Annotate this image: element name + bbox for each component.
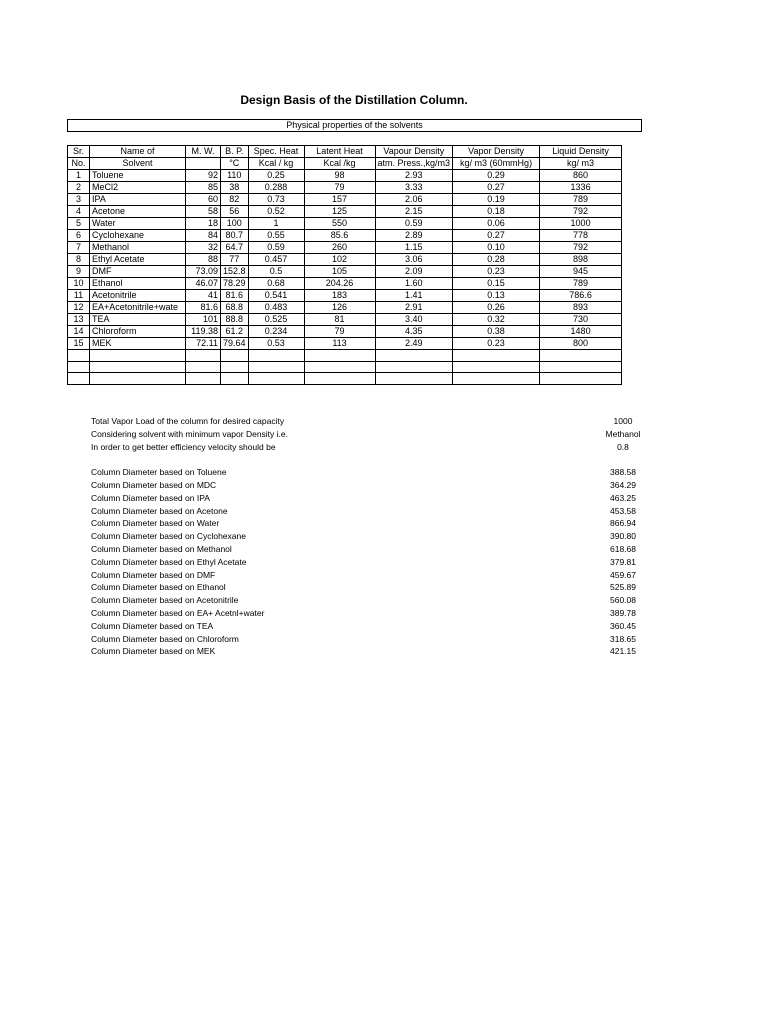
table-cell: 0.59 bbox=[248, 242, 304, 254]
table-cell: 0.52 bbox=[248, 206, 304, 218]
summary-line-label: In order to get better efficiency velocity should be bbox=[91, 441, 276, 452]
table-cell: Acetone bbox=[90, 206, 186, 218]
table-cell: Kcal /kg bbox=[304, 158, 375, 170]
table-cell: 0.25 bbox=[248, 170, 304, 182]
table-cell: 786.6 bbox=[540, 290, 622, 302]
table-cell: 0.06 bbox=[453, 218, 540, 230]
table-cell: 1480 bbox=[540, 326, 622, 338]
table-cell: 14 bbox=[68, 326, 90, 338]
table-cell: 1.15 bbox=[375, 242, 453, 254]
table-cell: 0.55 bbox=[248, 230, 304, 242]
table-cell: DMF bbox=[90, 266, 186, 278]
diameter-line bbox=[91, 633, 651, 646]
table-cell: 78.29 bbox=[221, 278, 249, 290]
table-cell: 0.53 bbox=[248, 338, 304, 350]
table-cell bbox=[304, 373, 375, 385]
table-cell: 126 bbox=[304, 302, 375, 314]
diameter-line-label: Column Diameter based on TEA bbox=[91, 620, 214, 631]
diameter-line bbox=[91, 581, 651, 594]
diameter-line bbox=[91, 543, 651, 556]
table-cell: 60 bbox=[186, 194, 221, 206]
table-cell: 3.33 bbox=[375, 182, 453, 194]
table-row bbox=[68, 266, 622, 278]
table-cell: 18 bbox=[186, 218, 221, 230]
table-cell: Solvent bbox=[90, 158, 186, 170]
diameter-line-label: Column Diameter based on DMF bbox=[91, 569, 216, 580]
diameter-line-value: 388.58 bbox=[610, 467, 636, 478]
table-row bbox=[68, 218, 622, 230]
diameter-line-label: Column Diameter based on Chloroform bbox=[91, 633, 239, 644]
diameter-line bbox=[91, 505, 651, 518]
table-cell: Ethanol bbox=[90, 278, 186, 290]
table-cell: 0.23 bbox=[453, 266, 540, 278]
table-cell: Vapour Density bbox=[375, 146, 453, 158]
table-cell bbox=[90, 373, 186, 385]
table-cell: 0.483 bbox=[248, 302, 304, 314]
table-cell: 0.5 bbox=[248, 266, 304, 278]
table-cell: 0.234 bbox=[248, 326, 304, 338]
table-cell: 7 bbox=[68, 242, 90, 254]
table-cell: 10 bbox=[68, 278, 90, 290]
diameter-line-value: 459.67 bbox=[610, 569, 636, 580]
table-cell: Vapor Density bbox=[453, 146, 540, 158]
table-cell: 0.26 bbox=[453, 302, 540, 314]
diameter-line bbox=[91, 569, 651, 582]
diameter-line-value: 379.81 bbox=[610, 556, 636, 567]
table-row bbox=[68, 278, 622, 290]
table-row bbox=[68, 182, 622, 194]
table-cell: 0.27 bbox=[453, 182, 540, 194]
table-cell: kg/ m3 bbox=[540, 158, 622, 170]
table-cell: 0.32 bbox=[453, 314, 540, 326]
table-cell: 0.27 bbox=[453, 230, 540, 242]
table-cell: 72.11 bbox=[186, 338, 221, 350]
diameter-line bbox=[91, 517, 651, 530]
diameter-line-label: Column Diameter based on EA+ Acetnl+water bbox=[91, 607, 265, 618]
table-cell bbox=[304, 361, 375, 373]
table-cell: Cyclohexane bbox=[90, 230, 186, 242]
table-row bbox=[68, 170, 622, 182]
table-cell bbox=[221, 373, 249, 385]
summary-line bbox=[91, 428, 651, 441]
spacer bbox=[91, 453, 651, 466]
table-cell: 46.07 bbox=[186, 278, 221, 290]
summary-line-value: 1000 bbox=[613, 416, 633, 426]
table-cell: 82 bbox=[221, 194, 249, 206]
table-cell: 12 bbox=[68, 302, 90, 314]
table-cell: 550 bbox=[304, 218, 375, 230]
table-cell: Name of bbox=[90, 146, 186, 158]
table-cell: 15 bbox=[68, 338, 90, 350]
table-cell: 11 bbox=[68, 290, 90, 302]
table-cell bbox=[186, 350, 221, 362]
table-cell: 0.38 bbox=[453, 326, 540, 338]
table-cell: No. bbox=[68, 158, 90, 170]
table-subtitle: Physical properties of the solvents bbox=[67, 119, 642, 132]
table-cell: TEA bbox=[90, 314, 186, 326]
diameter-line bbox=[91, 607, 651, 620]
table-cell bbox=[540, 350, 622, 362]
table-cell: 64.7 bbox=[221, 242, 249, 254]
table-cell bbox=[375, 361, 453, 373]
table-cell: Toluene bbox=[90, 170, 186, 182]
table-cell bbox=[453, 361, 540, 373]
table-cell bbox=[68, 361, 90, 373]
table-cell: 81.6 bbox=[221, 290, 249, 302]
table-cell: Methanol bbox=[90, 242, 186, 254]
table-cell bbox=[375, 350, 453, 362]
table-cell: 113 bbox=[304, 338, 375, 350]
diameter-line-label: Column Diameter based on Toluene bbox=[91, 467, 227, 478]
table-cell: 792 bbox=[540, 206, 622, 218]
diameter-line-value: 360.45 bbox=[610, 620, 636, 631]
table-cell: 157 bbox=[304, 194, 375, 206]
table-cell: 0.10 bbox=[453, 242, 540, 254]
table-cell: 260 bbox=[304, 242, 375, 254]
diameter-line-value: 463.25 bbox=[610, 492, 636, 503]
table-cell: 0.457 bbox=[248, 254, 304, 266]
header-row bbox=[68, 158, 622, 170]
table-cell: 56 bbox=[221, 206, 249, 218]
table-row bbox=[68, 254, 622, 266]
table-cell bbox=[248, 350, 304, 362]
table-cell: 79 bbox=[304, 182, 375, 194]
table-row bbox=[68, 361, 622, 373]
table-cell: 100 bbox=[221, 218, 249, 230]
table-cell: 58 bbox=[186, 206, 221, 218]
table-cell: 2.06 bbox=[375, 194, 453, 206]
table-cell bbox=[186, 158, 221, 170]
diameter-line-label: Column Diameter based on Acetonitrile bbox=[91, 595, 239, 606]
table-cell: 792 bbox=[540, 242, 622, 254]
table-cell bbox=[304, 350, 375, 362]
table-cell bbox=[221, 361, 249, 373]
table-row bbox=[68, 373, 622, 385]
diameter-line bbox=[91, 492, 651, 505]
table-cell: 789 bbox=[540, 278, 622, 290]
table-cell bbox=[248, 373, 304, 385]
table-cell: 2.91 bbox=[375, 302, 453, 314]
table-cell: 5 bbox=[68, 218, 90, 230]
table-cell: 1.60 bbox=[375, 278, 453, 290]
table-cell bbox=[68, 373, 90, 385]
diameter-line-label: Column Diameter based on Cyclohexane bbox=[91, 531, 246, 542]
diameter-line-label: Column Diameter based on Acetone bbox=[91, 505, 228, 516]
diameter-line-label: Column Diameter based on Water bbox=[91, 518, 220, 529]
table-cell: 860 bbox=[540, 170, 622, 182]
table-cell: 84 bbox=[186, 230, 221, 242]
table-cell: 101 bbox=[186, 314, 221, 326]
table-cell bbox=[221, 350, 249, 362]
table-cell: 81 bbox=[304, 314, 375, 326]
table-cell: 1.41 bbox=[375, 290, 453, 302]
table-cell: 92 bbox=[186, 170, 221, 182]
table-cell: 3.06 bbox=[375, 254, 453, 266]
table-cell: 893 bbox=[540, 302, 622, 314]
table-cell: 81.6 bbox=[186, 302, 221, 314]
diameter-line-label: Column Diameter based on Methanol bbox=[91, 543, 232, 554]
table-cell bbox=[453, 350, 540, 362]
table-cell: 0.68 bbox=[248, 278, 304, 290]
table-cell: Spec. Heat bbox=[248, 146, 304, 158]
table-cell: 0.13 bbox=[453, 290, 540, 302]
table-cell: 79 bbox=[304, 326, 375, 338]
table-cell: Sr. bbox=[68, 146, 90, 158]
table-cell: 2.49 bbox=[375, 338, 453, 350]
summary-line-value: 0.8 bbox=[617, 441, 629, 452]
diameter-line-value: 525.89 bbox=[610, 582, 636, 593]
diameter-line bbox=[91, 645, 651, 658]
table-cell: 1 bbox=[248, 218, 304, 230]
table-cell: 3.40 bbox=[375, 314, 453, 326]
table-cell: 152.8 bbox=[221, 266, 249, 278]
summary-line-label: Total Vapor Load of the column for desired capacity bbox=[91, 416, 285, 426]
table-cell: 1336 bbox=[540, 182, 622, 194]
table-cell: 183 bbox=[304, 290, 375, 302]
table-cell: 2.89 bbox=[375, 230, 453, 242]
table-cell bbox=[90, 350, 186, 362]
diameter-line-value: 560.08 bbox=[610, 595, 636, 606]
diameter-line-value: 318.65 bbox=[610, 633, 636, 644]
table-cell: Latent Heat bbox=[304, 146, 375, 158]
table-cell: 13 bbox=[68, 314, 90, 326]
table-cell: 61.2 bbox=[221, 326, 249, 338]
table-cell: 119.38 bbox=[186, 326, 221, 338]
diameter-line bbox=[91, 466, 651, 479]
table-cell bbox=[90, 361, 186, 373]
diameter-line-value: 389.78 bbox=[610, 607, 636, 618]
table-cell: 0.541 bbox=[248, 290, 304, 302]
diameter-line bbox=[91, 479, 651, 492]
diameter-line bbox=[91, 594, 651, 607]
table-cell: 778 bbox=[540, 230, 622, 242]
table-cell: 204.26 bbox=[304, 278, 375, 290]
table-cell: 730 bbox=[540, 314, 622, 326]
table-cell: 0.73 bbox=[248, 194, 304, 206]
summary-line bbox=[91, 441, 651, 454]
table-row bbox=[68, 314, 622, 326]
table-cell: 2.15 bbox=[375, 206, 453, 218]
table-cell: 1 bbox=[68, 170, 90, 182]
table-cell: 4.35 bbox=[375, 326, 453, 338]
table-cell: 2 bbox=[68, 182, 90, 194]
table-cell: 9 bbox=[68, 266, 90, 278]
table-cell: 0.59 bbox=[375, 218, 453, 230]
diameter-line-label: Column Diameter based on MDC bbox=[91, 479, 217, 490]
header-row bbox=[68, 146, 622, 158]
table-cell: IPA bbox=[90, 194, 186, 206]
table-cell: kg/ m3 (60mmHg) bbox=[453, 158, 540, 170]
table-cell: B. P. bbox=[221, 146, 249, 158]
table-cell: 3 bbox=[68, 194, 90, 206]
table-cell: 85.6 bbox=[304, 230, 375, 242]
table-cell: 0.29 bbox=[453, 170, 540, 182]
diameter-line bbox=[91, 556, 651, 569]
table-cell: 77 bbox=[221, 254, 249, 266]
table-cell: 79.64 bbox=[221, 338, 249, 350]
table-cell: 88.8 bbox=[221, 314, 249, 326]
table-row bbox=[68, 326, 622, 338]
table-cell: 105 bbox=[304, 266, 375, 278]
table-cell bbox=[186, 373, 221, 385]
diameter-line-value: 364.29 bbox=[610, 479, 636, 490]
table-cell: 41 bbox=[186, 290, 221, 302]
table-cell: 0.23 bbox=[453, 338, 540, 350]
table-cell: MEK bbox=[90, 338, 186, 350]
table-row bbox=[68, 290, 622, 302]
table-cell: 945 bbox=[540, 266, 622, 278]
table-cell: 6 bbox=[68, 230, 90, 242]
table-cell: 125 bbox=[304, 206, 375, 218]
table-row bbox=[68, 338, 622, 350]
table-cell: 88 bbox=[186, 254, 221, 266]
table-row bbox=[68, 302, 622, 314]
summary-line-label: Considering solvent with minimum vapor Density i.e. bbox=[91, 428, 288, 439]
table-cell: 8 bbox=[68, 254, 90, 266]
table-cell: 38 bbox=[221, 182, 249, 194]
table-cell bbox=[540, 361, 622, 373]
table-cell: Chloroform bbox=[90, 326, 186, 338]
diameter-line-label: Column Diameter based on Ethanol bbox=[91, 582, 226, 593]
diameter-line-value: 866.94 bbox=[610, 518, 636, 529]
table-cell: °C bbox=[221, 158, 249, 170]
table-cell bbox=[248, 361, 304, 373]
diameter-line-value: 453.58 bbox=[610, 505, 636, 516]
table-cell: 80.7 bbox=[221, 230, 249, 242]
table-cell: 2.09 bbox=[375, 266, 453, 278]
table-cell: 68.8 bbox=[221, 302, 249, 314]
table-cell: 0.19 bbox=[453, 194, 540, 206]
table-cell: 0.28 bbox=[453, 254, 540, 266]
diameter-line-label: Column Diameter based on MEK bbox=[91, 646, 216, 657]
table-cell: 32 bbox=[186, 242, 221, 254]
table-cell: 73.09 bbox=[186, 266, 221, 278]
diameter-line bbox=[91, 620, 651, 633]
table-cell: 110 bbox=[221, 170, 249, 182]
diameter-line-value: 421.15 bbox=[610, 646, 636, 657]
diameter-line-label: Column Diameter based on Ethyl Acetate bbox=[91, 556, 247, 567]
table-cell: Kcal / kg bbox=[248, 158, 304, 170]
table-cell: 789 bbox=[540, 194, 622, 206]
table-cell: Water bbox=[90, 218, 186, 230]
table-cell: 2.93 bbox=[375, 170, 453, 182]
diameter-line-value: 618.68 bbox=[610, 543, 636, 554]
table-cell: M. W. bbox=[186, 146, 221, 158]
table-cell: EA+Acetonitrile+wate bbox=[90, 302, 186, 314]
table-cell: 800 bbox=[540, 338, 622, 350]
table-cell: Acetonitrile bbox=[90, 290, 186, 302]
table-cell: 0.288 bbox=[248, 182, 304, 194]
table-cell: MeCl2 bbox=[90, 182, 186, 194]
table-cell: 898 bbox=[540, 254, 622, 266]
summary-line-value: Methanol bbox=[605, 428, 641, 439]
diameter-line-label: Column Diameter based on IPA bbox=[91, 492, 210, 503]
table-cell bbox=[68, 350, 90, 362]
table-cell: 98 bbox=[304, 170, 375, 182]
table-row bbox=[68, 206, 622, 218]
table-row bbox=[68, 242, 622, 254]
table-cell: 0.525 bbox=[248, 314, 304, 326]
diameter-line-value: 390.80 bbox=[610, 531, 636, 542]
design-summary bbox=[91, 415, 651, 658]
table-cell: 85 bbox=[186, 182, 221, 194]
table-cell: 102 bbox=[304, 254, 375, 266]
table-row bbox=[68, 194, 622, 206]
solvent-properties-table bbox=[67, 145, 622, 385]
table-row bbox=[68, 350, 622, 362]
table-cell bbox=[375, 373, 453, 385]
table-cell: atm. Press.,kg/m3 bbox=[375, 158, 453, 170]
table-cell: Ethyl Acetate bbox=[90, 254, 186, 266]
table-cell: 0.18 bbox=[453, 206, 540, 218]
table-cell bbox=[186, 361, 221, 373]
document-title: Design Basis of the Distillation Column. bbox=[240, 93, 468, 107]
table-cell: 1000 bbox=[540, 218, 622, 230]
table-cell: 0.15 bbox=[453, 278, 540, 290]
summary-line bbox=[91, 415, 651, 428]
diameter-line bbox=[91, 530, 651, 543]
table-row bbox=[68, 230, 622, 242]
table-cell bbox=[540, 373, 622, 385]
table-cell bbox=[453, 373, 540, 385]
table-cell: Liquid Density bbox=[540, 146, 622, 158]
table-cell: 4 bbox=[68, 206, 90, 218]
